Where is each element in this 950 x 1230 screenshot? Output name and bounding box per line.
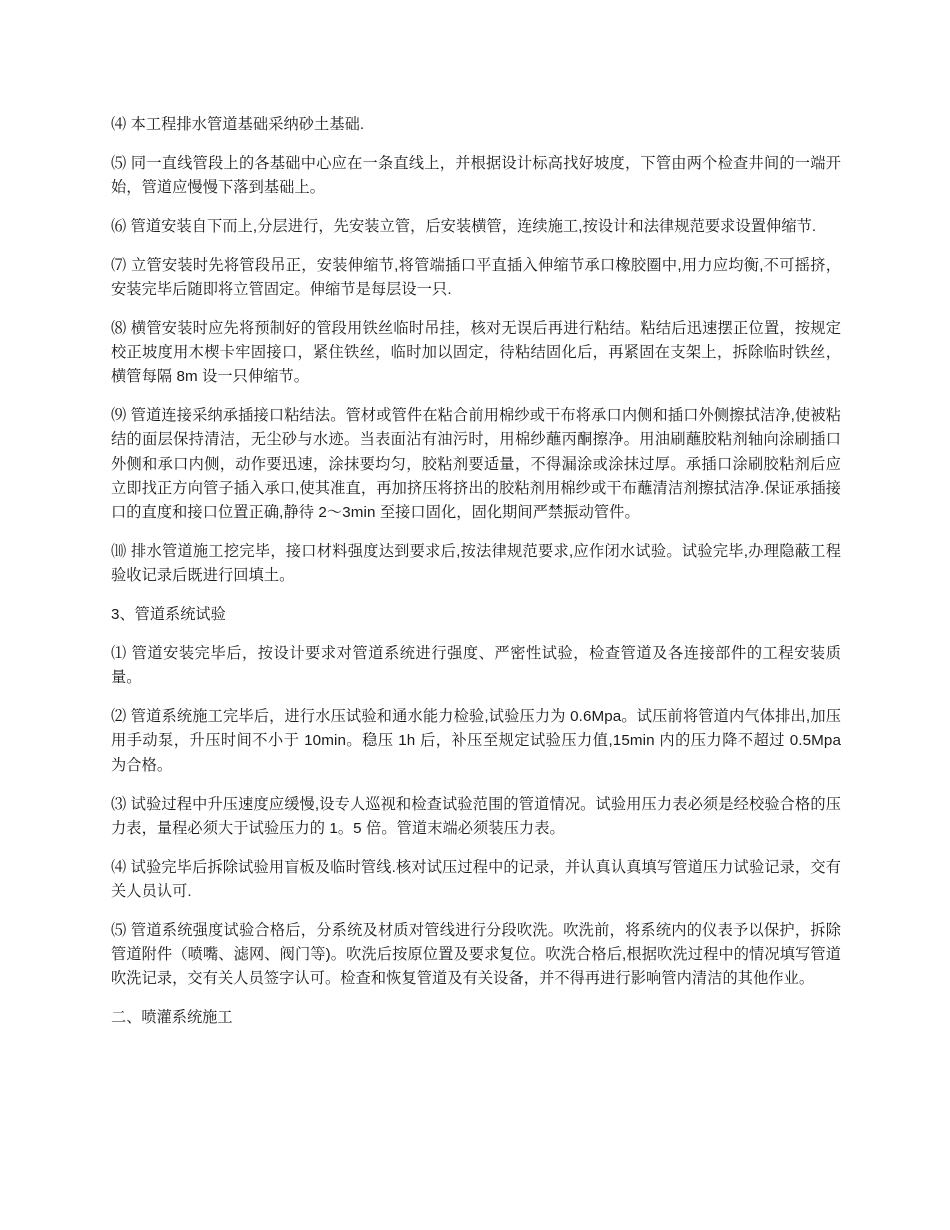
paragraph-test-3: ⑶ 试验过程中升压速度应缓慢,设专人巡视和检查试验范围的管道情况。试验用压力表必须是经校验合格的压力表，量程必须大于试验压力的 1。5 倍。管道末端必须装压力表。 [111,795,841,837]
paragraph-item-9-joint-bonding: ⑼ 管道连接采纳承插接口粘结法。管材或管件在粘合前用棉纱或干布将承口内侧和插口外侧擦拭洁净,使被粘结的面层保持清洁，无尘砂与水迹。当表面沾有油污时，用棉纱蘸丙酮擦净。用油刷蘸胶粘剂轴向涂刷插口外侧和承口内侧，动作要迅速，涂抹要均匀，胶粘剂要适量，不得漏涂或涂抹过厚。承插口涂刷胶粘剂后应立即找正方向管子插入承口,使其准直，再加挤压将挤出的胶粘剂用棉纱或干布蘸清洁剂擦拭洁净.保证承插接口的直度和接口位置正确,静待 2～3min 至接口固化，固化期间严禁振动管件。 [111,407,841,522]
paragraph-test-2: ⑵ 管道系统施工完毕后，进行水压试验和通水能力检验,试验压力为 0.6Mpa。试压前将管道内气体排出,加压用手动泵，升压时间不小于 10min。稳压 1h 后，补压至规定试验压力值,15min 内的压力降不超过 0.5Mpa 为合格。 [111,708,841,774]
paragraph-item-8-horizontal-install: ⑻ 横管安装时应先将预制好的管段用铁丝临时吊挂，核对无误后再进行粘结。粘结后迅速摆正位置，按规定校正坡度用木楔卡牢固接口，紧住铁丝，临时加以固定，待粘结固化后，再紧固在支架上，拆除临时铁丝，横管每隔 8m 设一只伸缩节。 [111,319,841,386]
document-page [111,113,841,1045]
paragraph-test-4: ⑷ 试验完毕后拆除试验用盲板及临时管线.核对试压过程中的记录，并认真认真填写管道压力试验记录，交有关人员认可. [111,858,841,900]
paragraph-item-6-install-order: ⑹ 管道安装自下而上,分层进行，先安装立管，后安装横管，连续施工,按设计和法律规范要求设置伸缩节. [111,217,817,235]
section-heading-pipe-test: 3、管道系统试验 [111,606,226,624]
paragraph-item-4-foundation: ⑷ 本工程排水管道基础采纳砂土基础. [111,116,365,133]
paragraph-test-1: ⑴ 管道安装完毕后，按设计要求对管道系统进行强度、严密性试验，检查管道及各连接部件的工程安装质量。 [111,645,841,687]
paragraph-item-5-alignment: ⑸ 同一直线管段上的各基础中心应在一条直线上，并根据设计标高找好坡度，下管由两个检查井间的一端开始，管道应慢慢下落到基础上。 [111,154,841,197]
section-heading-sprinkler: 二、喷灌系统施工 [111,1009,233,1027]
paragraph-item-10-closed-water-test: ⑽ 排水管道施工挖完毕，接口材料强度达到要求后,按法律规范要求,应作闭水试验。试验完毕,办理隐蔽工程验收记录后既进行回填土。 [111,543,841,585]
paragraph-test-5: ⑸ 管道系统强度试验合格后，分系统及材质对管线进行分段吹洗。吹洗前，将系统内的仪表予以保护，拆除管道附件（喷嘴、滤网、阀门等)。吹洗后按原位置及要求复位。吹洗合格后,根据吹洗过程中的情况填写管道吹洗记录，交有关人员签字认可。检查和恢复管道及有关设备，并不得再进行影响管内清洁的其他作业。 [111,921,841,988]
paragraph-item-7-riser-install: ⑺ 立管安装时先将管段吊正，安装伸缩节,将管端插口平直插入伸缩节承口橡胶圈中,用力应均衡,不可摇挤，安装完毕后随即将立管固定。伸缩节是每层设一只. [111,256,841,298]
